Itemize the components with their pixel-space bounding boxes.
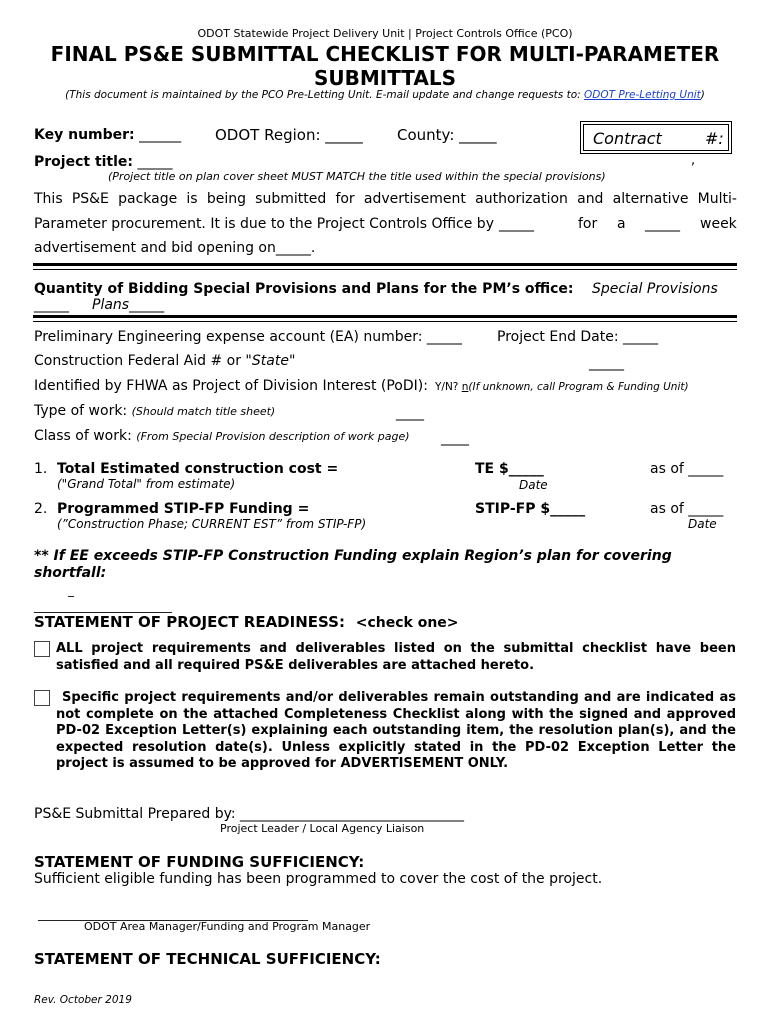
federal-aid-field[interactable]: _____ xyxy=(589,355,624,371)
te-amount-field[interactable]: TE $_____ xyxy=(475,461,544,477)
intro-word: and xyxy=(577,191,604,207)
cost-2-date-caption: Date xyxy=(688,517,717,531)
intro-word: This xyxy=(34,191,63,207)
work-class-field[interactable]: ____ xyxy=(441,430,469,446)
readiness-option-specific: Specific project requirements and/or deliverables remain outstanding and are indicated as not complete on the attached Completeness Checklist along with the signed and approved PD-02 Exception Letter(s) explaining each outstanding item, the resolution plan(s), and the expected resolution date(s). Unless explicitly stated in the PD-02 Exception Letter the project is assumed to be approved for ADVERTISEMENT ONLY. xyxy=(56,690,736,771)
cost-1-label: Total Estimated construction cost = xyxy=(57,461,339,477)
region-field[interactable]: _____ xyxy=(325,126,363,144)
federal-aid-quote: " xyxy=(288,353,296,369)
county-label: County: xyxy=(397,126,455,144)
county-row xyxy=(397,126,497,144)
revision-footer: Rev. October 2019 xyxy=(34,994,132,1006)
funding-signature-caption: ODOT Area Manager/Funding and Program Manager xyxy=(84,920,371,933)
cost-1-note: ("Grand Total" from estimate) xyxy=(57,477,236,491)
project-title-row xyxy=(34,154,172,170)
check-one-label: <check one> xyxy=(355,615,459,631)
divider-thick xyxy=(33,263,737,266)
podi-answer-field[interactable]: n xyxy=(461,381,469,393)
intro-word: for xyxy=(335,191,355,207)
special-provisions-label: Special Provisions xyxy=(592,281,718,297)
contract-hash: #: xyxy=(705,129,724,148)
special-provisions-field[interactable]: _____ xyxy=(34,297,69,313)
key-number-label: Key number: xyxy=(34,127,135,143)
intro-word: submitted xyxy=(255,191,327,207)
cost-2-note: (”Construction Phase; CURRENT EST” from STIP-FP) xyxy=(57,517,367,531)
intro-line2-text: Parameter procurement. It is due to the Project Controls Office by xyxy=(34,216,494,232)
org-header: ODOT Statewide Project Delivery Unit | Project Controls Office (PCO) xyxy=(197,27,573,40)
divider-thin xyxy=(33,269,737,270)
prepared-by-caption: Project Leader / Local Agency Liaison xyxy=(220,822,425,835)
key-number-field[interactable]: ______ xyxy=(139,127,182,143)
shortfall-line-field[interactable]: _______________________ xyxy=(34,599,172,613)
region-label: ODOT Region: xyxy=(215,126,321,144)
shortfall-line1: ** If EE exceeds STIP-FP Construction Funding explain Region’s plan for covering xyxy=(34,548,672,564)
intro-word: being xyxy=(206,191,246,207)
readiness-heading: STATEMENT OF PROJECT READINESS: xyxy=(34,613,345,631)
readiness-all-checkbox[interactable] xyxy=(34,641,50,657)
podi-label: Identified by FHWA as Project of Division Interest (PoDI): xyxy=(34,378,428,394)
divider-thin xyxy=(33,321,737,322)
maintained-prefix: (This document is maintained by the PCO Pre-Letting Unit. E-mail update and change requests to: xyxy=(65,89,585,101)
maintained-note xyxy=(0,89,770,101)
intro-word: authorization xyxy=(475,191,568,207)
funding-signature-field[interactable]: _____________________________________________ xyxy=(38,907,308,921)
intro-week: week xyxy=(700,216,737,232)
cost-1-as-of-field[interactable]: as of _____ xyxy=(650,461,724,477)
work-class-note: (From Special Provision description of work page) xyxy=(136,430,410,443)
cost-1-num: 1. xyxy=(34,461,48,477)
cost-2-num: 2. xyxy=(34,501,48,517)
readiness-specific-checkbox[interactable] xyxy=(34,690,50,706)
due-date-field[interactable]: _____ xyxy=(499,216,534,232)
project-title-note: (Project title on plan cover sheet MUST MATCH the title used within the special provisions) xyxy=(108,170,606,183)
plans-field[interactable]: Plans_____ xyxy=(92,297,165,313)
region-row xyxy=(215,126,363,144)
contract-box-inner xyxy=(583,124,729,151)
intro-word: advertisement xyxy=(363,191,466,207)
work-class-row xyxy=(34,428,410,444)
cost-2-label: Programmed STIP-FP Funding = xyxy=(57,501,310,517)
divider-thick xyxy=(33,315,737,318)
page-title-line2: SUBMITTALS xyxy=(313,66,457,90)
federal-aid-label: Construction Federal Aid # or " xyxy=(34,353,252,369)
intro-line1 xyxy=(34,191,737,207)
work-type-note: (Should match title sheet) xyxy=(131,405,276,418)
county-field[interactable]: _____ xyxy=(459,126,497,144)
project-title-comma: , xyxy=(691,153,696,168)
maintained-suffix: ) xyxy=(700,89,705,101)
work-type-field[interactable]: ____ xyxy=(396,405,424,421)
stip-amount-field[interactable]: STIP-FP $_____ xyxy=(475,501,586,517)
intro-word: alternative xyxy=(612,191,689,207)
shortfall-line2: shortfall: xyxy=(34,565,107,581)
federal-aid-row xyxy=(34,353,295,369)
project-title-field[interactable]: _____ xyxy=(137,154,173,170)
funding-heading: STATEMENT OF FUNDING SUFFICIENCY: xyxy=(34,853,365,871)
podi-yn-row xyxy=(435,381,689,393)
shortfall-blank[interactable]: _ xyxy=(68,583,74,597)
quantity-label: Quantity of Bidding Special Provisions and Plans for the PM’s office: xyxy=(34,281,574,297)
cost-2-as-of-field[interactable]: as of _____ xyxy=(650,501,724,517)
work-type-row xyxy=(34,403,275,419)
intro-line3: advertisement and bid opening on_____. xyxy=(34,240,316,256)
readiness-option-all: ALL project requirements and deliverables listed on the submittal checklist have been satisfied and all required PS&E deliverables are attached hereto. xyxy=(56,641,736,673)
technical-heading: STATEMENT OF TECHNICAL SUFFICIENCY: xyxy=(34,950,381,968)
page-title-line1: FINAL PS&E SUBMITTAL CHECKLIST FOR MULTI-PARAMETER xyxy=(50,42,720,66)
podi-note: (If unknown, call Program & Funding Unit) xyxy=(468,381,689,393)
cost-1-date-caption: Date xyxy=(519,478,548,492)
project-end-date-row: Project End Date: _____ xyxy=(497,329,659,345)
week-count-field[interactable]: _____ xyxy=(645,216,680,232)
key-number-row xyxy=(34,127,181,143)
contract-label: Contract xyxy=(593,129,662,148)
federal-aid-state: State xyxy=(251,353,289,369)
contract-box[interactable] xyxy=(580,121,732,154)
readiness-heading-row xyxy=(34,613,459,631)
prepared-by-field[interactable]: PS&E Submittal Prepared by: ________________________________ xyxy=(34,806,465,822)
intro-word: PS&E xyxy=(71,191,109,207)
intro-for: for xyxy=(578,216,598,232)
work-type-label: Type of work: xyxy=(34,403,128,419)
intro-a: a xyxy=(617,216,626,232)
work-class-label: Class of work: xyxy=(34,428,132,444)
intro-word: package xyxy=(118,191,178,207)
podi-yn: Y/N? xyxy=(435,381,462,393)
intro-word: Multi- xyxy=(697,191,737,207)
ea-number-row: Preliminary Engineering expense account (EA) number: _____ xyxy=(34,329,462,345)
project-title-label: Project title: xyxy=(34,154,134,170)
funding-text: Sufficient eligible funding has been programmed to cover the cost of the project. xyxy=(34,871,603,887)
intro-word: is xyxy=(186,191,198,207)
pre-letting-unit-link[interactable]: ODOT Pre-Letting Unit xyxy=(584,89,701,101)
